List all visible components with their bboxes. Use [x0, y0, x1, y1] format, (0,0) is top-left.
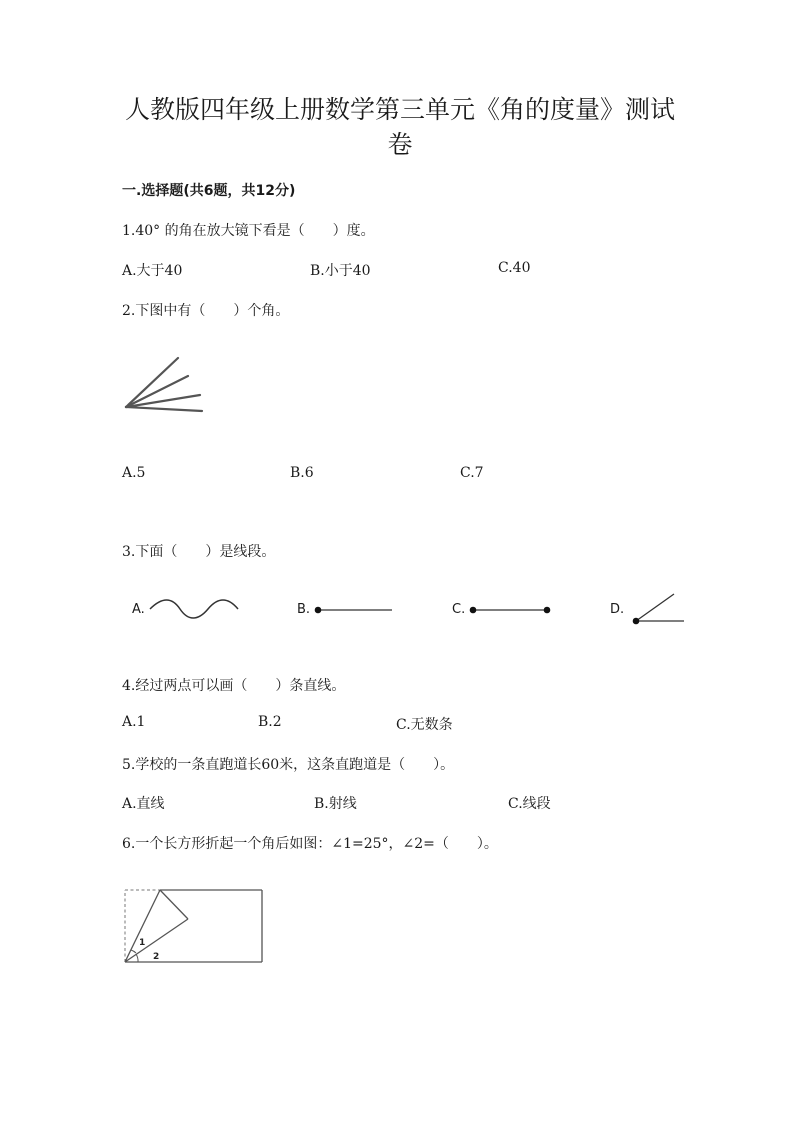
question-6-stem: 6.一个长方形折起一个角后如图：∠1=25°，∠2=（ ）。 [122, 836, 498, 852]
question-5-stem: 5.学校的一条直跑道长60米，这条直跑道是（ ）。 [122, 757, 455, 773]
question-3-label-b: B. [297, 602, 311, 617]
question-1-stem: 1.40° 的角在放大镜下看是（ ）度。 [122, 223, 375, 239]
angle-1-label: 1 [139, 938, 146, 948]
question-2-stem: 2.下图中有（ ）个角。 [122, 303, 290, 319]
question-5-option-b: B.射线 [314, 796, 357, 812]
question-4-stem: 4.经过两点可以画（ ）条直线。 [122, 678, 346, 694]
question-3-label-a: A. [132, 602, 145, 617]
question-1-option-a: A.大于40 [122, 263, 183, 279]
question-4-option-c: C.无数条 [396, 717, 453, 733]
question-3-wavy-line-a [148, 598, 240, 620]
section-heading: 一.选择题(共6题，共12分) [122, 183, 296, 199]
question-1-option-c: C.40 [498, 260, 531, 276]
question-3-segment-c [468, 602, 554, 618]
question-3-ray-b [312, 602, 394, 618]
question-2-option-a: A.5 [122, 465, 146, 481]
angle-2-label: 2 [153, 952, 160, 962]
question-3-angle-d [628, 590, 688, 628]
question-1-option-b: B.小于40 [310, 263, 371, 279]
question-2-option-b: B.6 [290, 465, 314, 481]
question-2-option-c: C.7 [460, 465, 484, 481]
question-6-folded-rectangle-figure [118, 884, 268, 968]
question-3-label-d: D. [610, 602, 625, 617]
question-5-option-c: C.线段 [508, 796, 551, 812]
question-2-rays-figure [120, 350, 210, 420]
question-5-option-a: A.直线 [122, 796, 165, 812]
page-title-continued: 卷 [387, 130, 413, 159]
question-3-label-c: C. [452, 602, 466, 617]
question-3-stem: 3.下面（ ）是线段。 [122, 544, 276, 560]
question-4-option-a: A.1 [122, 714, 146, 730]
page-title: 人教版四年级上册数学第三单元《角的度量》测试 [124, 95, 675, 124]
question-4-option-b: B.2 [258, 714, 282, 730]
